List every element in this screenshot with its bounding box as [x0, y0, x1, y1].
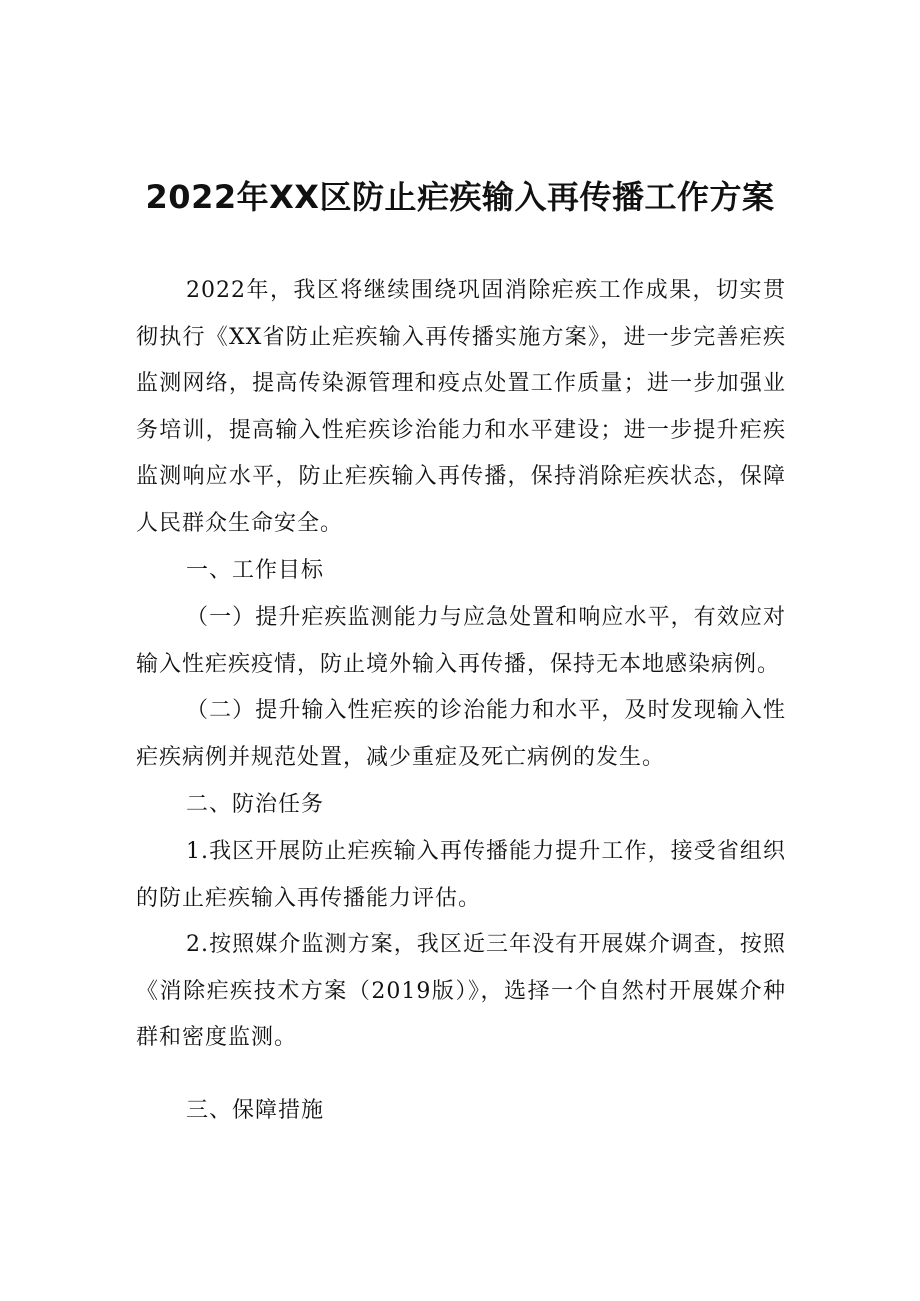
section-heading-goals: 一、工作目标 — [186, 558, 325, 583]
goal-item-1: （一）提升疟疾监测能力与应急处置和响应水平，有效应对输入性疟疾疫情，防止境外输入再传播，保持无本地感染病例。 — [136, 605, 786, 677]
task-item-2: 2.按照媒介监测方案，我区近三年没有开展媒介调查，按照《消除疟疾技术方案（2019版）》，选择一个自然村开展媒介种群和密度监测。 — [136, 932, 786, 1051]
intro-paragraph: 2022年，我区将继续围绕巩固消除疟疾工作成果，切实贯彻执行《XX省防止疟疾输入再传播实施方案》，进一步完善疟疾监测网络，提高传染源管理和疫点处置工作质量；进一步加强业务培训，提高输入性疟疾诊治能力和水平建设；进一步提升疟疾监测响应水平，防止疟疾输入再传播，保持消除疟疾状态，保障人民群众生命安全。 — [136, 278, 786, 536]
task-item-1: 1.我区开展防止疟疾输入再传播能力提升工作，接受省组织的防止疟疾输入再传播能力评估。 — [136, 839, 786, 911]
section-heading-measures: 三、保障措施 — [186, 1098, 325, 1123]
section-heading-tasks: 二、防治任务 — [186, 792, 325, 817]
document-title: 2022年XX区防止疟疾输入再传播工作方案 — [145, 178, 775, 216]
goal-item-2: （二）提升输入性疟疾的诊治能力和水平，及时发现输入性疟疾病例并规范处置，减少重症及死亡病例的发生。 — [136, 698, 786, 770]
